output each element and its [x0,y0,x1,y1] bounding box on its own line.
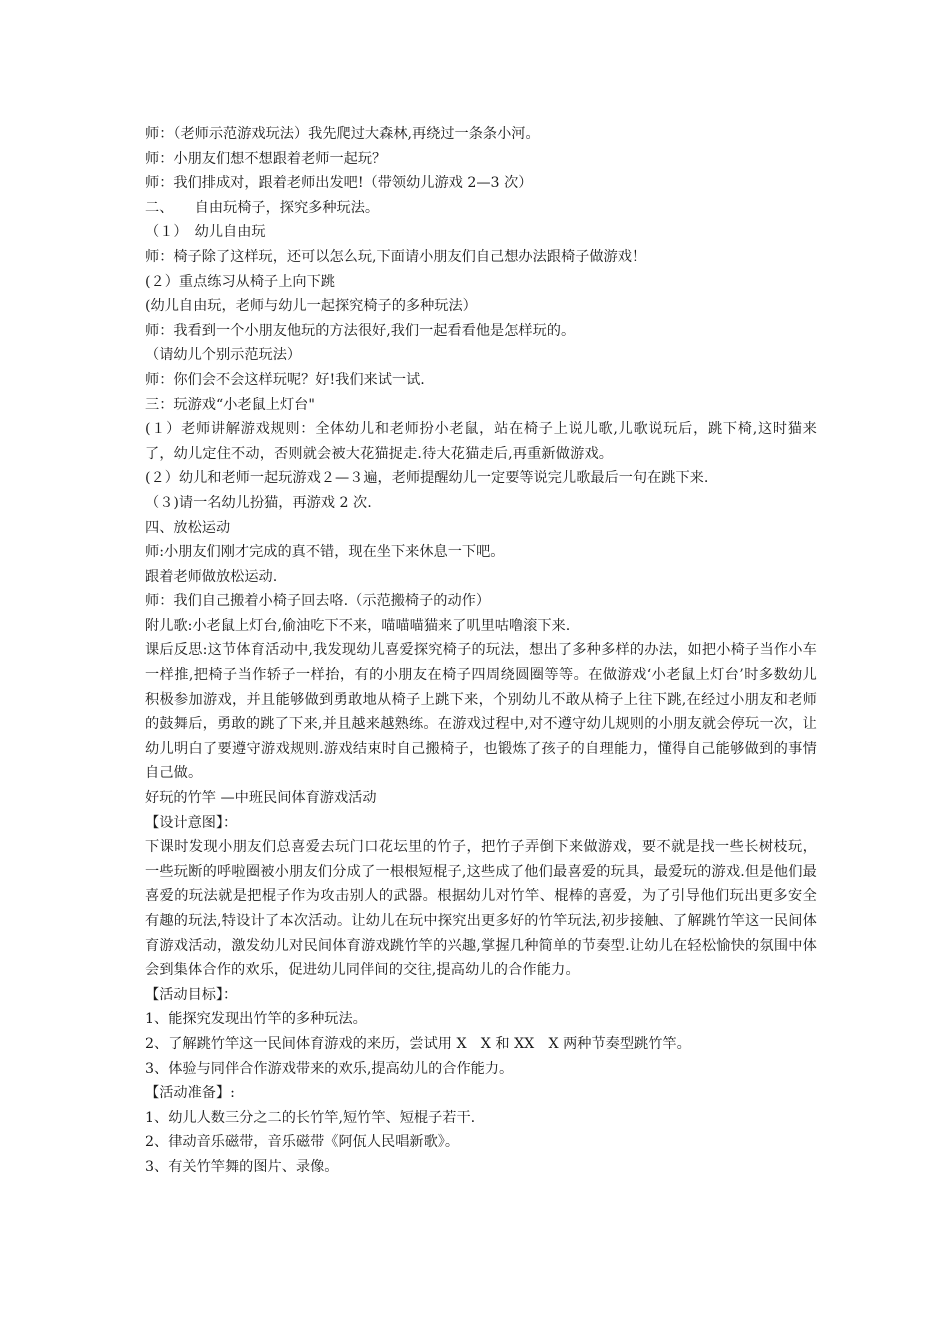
design-intent-paragraph: 下课时发现小朋友们总喜爱去玩门口花坛里的竹子，把竹子弄倒下来做游戏，要不就是找一些长树枝玩，一些玩断的呼啦圈被小朋友们分成了一根根短棍子,这些成了他们最喜爱的玩具，最爱玩的游戏.但是他们最喜爱的玩法就是把棍子作为攻击别人的武器。根据幼儿对竹竿、棍棒的喜爱，为了引导他们玩出更多安全有趣的玩法,特设计了本次活动。让幼儿在玩中探究出更多好的竹竿玩法,初步接触、了解跳竹竿这一民间体育游戏活动，激发幼儿对民间体育游戏跳竹竿的兴趣,掌握几种简单的节奏型.让幼儿在轻松愉快的氛围中体会到集体合作的欢乐，促进幼儿同伴间的交往,提高幼儿的合作能力。 [145,839,817,979]
text-line: 师：小朋友们想不想跟着老师一起玩？ [145,150,387,167]
text-line: 师：我们自己搬着小椅子回去咯.（示范搬椅子的动作） [145,593,491,610]
text-line: 师：（老师示范游戏玩法）我先爬过大森林,再绕过一条条小河。 [145,126,540,142]
subsection-heading: (２）重点练习从椅子上向下跳 [145,273,335,290]
reflection-paragraph: 课后反思:这节体育活动中,我发现幼儿喜爱探究椅子的玩法，想出了多种多样的办法，如把小椅子当作小车一样推,把椅子当作轿子一样抬，有的小朋友在椅子四周绕圆圈等等。在做游戏‘小老鼠上灯台’时多数幼儿积极参加游戏，并且能够做到勇敢地从椅子上跳下来，个别幼儿不敢从椅子上往下跳,在经过小朋友和老师的鼓舞后，勇敢的跳了下来,并且越来越熟练。在游戏过程中,对不遵守幼儿规则的小朋友就会停玩一次，让幼儿明白了要遵守游戏规则.游戏结束时自己搬椅子，也锻炼了孩子的自理能力，懂得自己能够做到的事情自己做。 [145,642,817,782]
list-item: 1、能探究发现出竹竿的多种玩法。 [145,1011,367,1028]
text-line: 附儿歌:小老鼠上灯台,偷油吃下不来，喵喵喵猫来了叽里咕噜滚下来. [145,617,571,634]
text-line: (幼儿自由玩，老师与幼儿一起探究椅子的多种玩法） [145,298,477,315]
subsection-heading: （１） 幼儿自由玩 [145,224,266,241]
text-line: （３)请一名幼儿扮猫，再游戏 2 次. [145,494,372,511]
text-line: 师:小朋友们刚才完成的真不错，现在坐下来休息一下吧。 [145,544,505,561]
section-heading: 二、 自由玩椅子，探究多种玩法。 [145,199,380,216]
section-heading: 四、放松运动 [145,519,231,536]
text-line: 师：椅子除了这样玩，还可以怎么玩,下面请小朋友们自己想办法跟椅子做游戏！ [145,248,647,265]
paragraph: (１）老师讲解游戏规则：全体幼儿和老师扮小老鼠，站在椅子上说儿歌,儿歌说玩后，跳下椅,这时猫来了，幼儿定住不动，否则就会被大花猫捉走.待大花猫走后,再重新做游戏。 [145,421,817,462]
activity-title: 好玩的竹竿 —中班民间体育游戏活动 [145,790,377,807]
text-line: 师：你们会不会这样玩呢？好!我们来试一试. [145,371,425,388]
text-line: 师：我看到一个小朋友他玩的方法很好,我们一起看看他是怎样玩的。 [145,322,576,339]
section-heading: 三：玩游戏“小老鼠上灯台" [145,396,315,413]
list-item: 1、幼儿人数三分之二的长竹竿,短竹竿、短棍子若干. [145,1109,476,1126]
list-item: 2、律动音乐磁带，音乐磁带《阿佤人民唱新歌》。 [145,1134,460,1151]
section-heading: 【设计意图】： [145,814,238,831]
text-line: (２）幼儿和老师一起玩游戏２—３遍，老师提醒幼儿一定要等说完儿歌最后一句在跳下来. [145,470,709,487]
text-line: 跟着老师做放松运动. [145,568,278,585]
section-heading: 【活动目标】： [145,986,238,1003]
text-line: 师：我们排成对，跟着老师出发吧!（带领幼儿游戏 2—3 次） [145,175,533,192]
list-item: 3、有关竹竿舞的图片、录像。 [145,1158,339,1175]
section-heading: 【活动准备】: [145,1085,235,1102]
list-item: 2、了解跳竹竿这一民间体育游戏的来历，尝试用 X X 和 XX X 两种节奏型跳竹竿。 [145,1035,691,1052]
document-body [145,122,817,1180]
list-item: 3、体验与同伴合作游戏带来的欢乐,提高幼儿的合作能力。 [145,1060,514,1077]
text-line: （请幼儿个别示范玩法） [145,347,302,364]
